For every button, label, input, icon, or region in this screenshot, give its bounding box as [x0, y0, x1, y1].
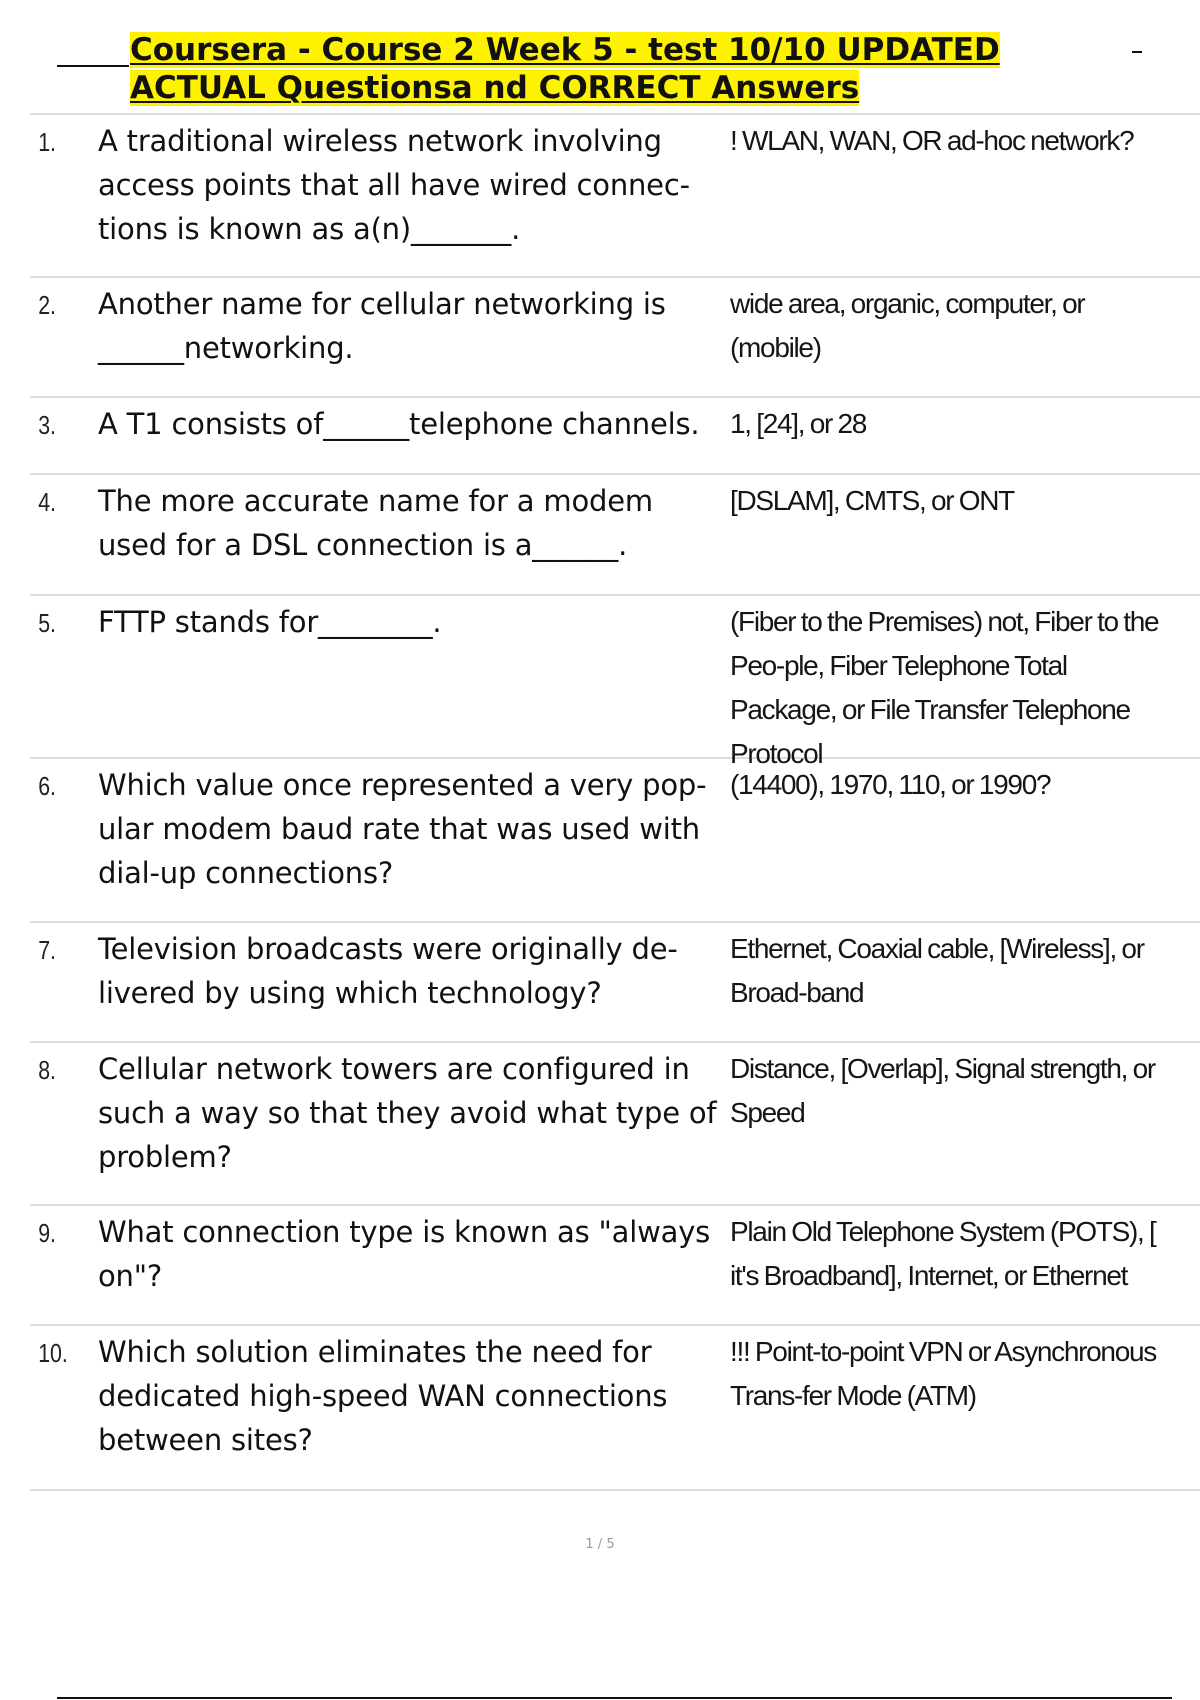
question-text: Which solution eliminates the need for dedicated high-speed WAN connections between sites?: [98, 1335, 668, 1457]
question-number: 5.: [38, 608, 56, 638]
bottom-rule: [57, 1697, 1172, 1699]
question-text: FTTP stands for________.: [98, 605, 442, 639]
qa-row: [30, 1043, 1200, 1206]
qa-row: [30, 115, 1200, 278]
answer-text: (14400), 1970, 110, or 1990?: [730, 769, 1051, 800]
question-number: 4.: [38, 487, 56, 517]
qa-row: [30, 475, 1200, 596]
question-number: 1.: [38, 127, 56, 157]
question-text: Cellular network towers are configured in such a way so that they avoid what type of problem?: [98, 1052, 717, 1174]
qa-row: [30, 1326, 1200, 1491]
answer-text: !!! Point-to-point VPN or Asynchronous Trans-fer Mode (ATM): [730, 1336, 1156, 1411]
answer-text: (Fiber to the Premises) not, Fiber to the Peo-ple, Fiber Telephone Total Package, or File Transfer Telephone Protocol: [730, 606, 1159, 769]
page-indicator: 1 / 5: [585, 1537, 615, 1552]
question-text: The more accurate name for a modem used for a DSL connection is a______.: [98, 484, 653, 562]
qa-row: [30, 596, 1200, 769]
question-text: Television broadcasts were originally de-livered by using which technology?: [98, 932, 678, 1010]
question-number: 7.: [38, 935, 56, 965]
answer-text: ! WLAN, WAN, OR ad-hoc network?: [730, 125, 1134, 156]
answer-text: [DSLAM], CMTS, or ONT: [730, 485, 1014, 516]
question-number: 3.: [38, 410, 56, 440]
qa-row: [30, 1206, 1200, 1326]
qa-row: [30, 278, 1200, 398]
title-rule-left: [57, 65, 129, 67]
answer-text: Distance, [Overlap], Signal strength, or Speed: [730, 1053, 1155, 1128]
qa-row: [30, 923, 1200, 1043]
qa-row: [30, 398, 1200, 475]
question-number: 2.: [38, 290, 56, 320]
question-text: Which value once represented a very pop-ular modem baud rate that was used with dial-up connections?: [98, 768, 707, 890]
question-number: 8.: [38, 1055, 56, 1085]
question-text: A traditional wireless network involving access points that all have wired connec-tions is known as a(n)_______.: [98, 124, 690, 246]
question-number: 9.: [38, 1218, 56, 1248]
question-number: 10.: [38, 1338, 68, 1368]
question-number: 6.: [38, 771, 56, 801]
title-rule-right: [1132, 51, 1142, 53]
qa-row: [30, 759, 1200, 923]
question-text: What connection type is known as "always on"?: [98, 1215, 711, 1293]
answer-text: wide area, organic, computer, or (mobile): [730, 288, 1085, 363]
question-text: A T1 consists of______telephone channels.: [98, 407, 700, 441]
answer-text: Ethernet, Coaxial cable, [Wireless], or Broad-band: [730, 933, 1144, 1008]
answer-text: 1, [24], or 28: [730, 408, 867, 439]
question-text: Another name for cellular networking is ______networking.: [98, 287, 666, 365]
answer-text: Plain Old Telephone System (POTS), [ it's Broadband], Internet, or Ethernet: [730, 1216, 1156, 1291]
qa-table: [30, 113, 1200, 1491]
document-title: Coursera - Course 2 Week 5 - test 10/10 UPDATED ACTUAL Questionsa nd CORRECT Answers: [130, 32, 1000, 106]
